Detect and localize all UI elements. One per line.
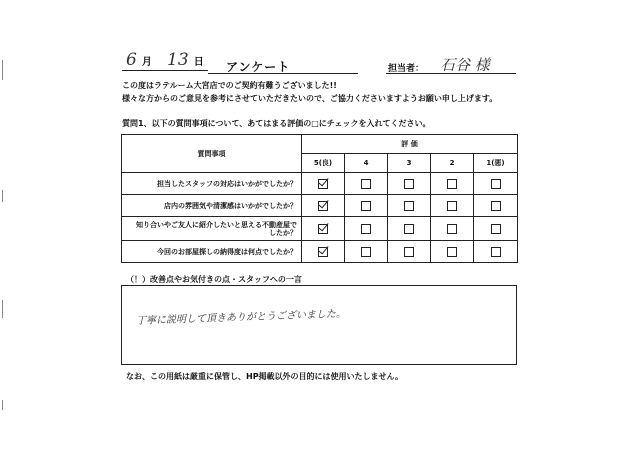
- scan-edge-mark: [2, 60, 3, 80]
- page-title: アンケート: [226, 60, 291, 74]
- table-row: [122, 217, 518, 241]
- checkbox[interactable]: [491, 201, 501, 211]
- checkbox[interactable]: [404, 201, 414, 211]
- date: [126, 50, 204, 70]
- comment-label: （！）改善点やお気付きの点・スタッフへの一言: [126, 275, 302, 284]
- table-row: [122, 173, 518, 195]
- checkbox[interactable]: [361, 224, 371, 234]
- rating-header-1: 1(悪): [474, 154, 518, 173]
- scan-edge-mark: [2, 400, 3, 410]
- checkbox-checked[interactable]: [318, 201, 328, 211]
- question-text-line-2: したか？: [269, 228, 297, 237]
- date-month-unit: 月: [141, 57, 152, 68]
- checkbox[interactable]: [491, 247, 501, 257]
- rating-header-4: 4: [345, 154, 388, 173]
- table-row: [122, 241, 518, 263]
- checkbox[interactable]: [361, 201, 371, 211]
- checkbox[interactable]: [361, 179, 371, 189]
- question-text: [122, 217, 302, 241]
- rating-header-5: 5(良): [302, 154, 345, 173]
- question-text-line-1: 知り合いやご友人に紹介したいと思える不動産屋で: [136, 220, 297, 229]
- col-header-item: 質問事項: [122, 135, 302, 173]
- checkbox-checked[interactable]: [318, 179, 328, 189]
- scan-edge-mark: [2, 190, 3, 202]
- checkbox-checked[interactable]: [318, 247, 328, 257]
- survey-table: [121, 134, 518, 263]
- rating-header-2: 2: [431, 154, 474, 173]
- intro-text: [122, 79, 497, 105]
- question-text: 今回のお部屋探しの納得度は何点でしたか？: [122, 241, 302, 263]
- checkbox-checked[interactable]: [318, 224, 328, 234]
- checkbox[interactable]: [447, 247, 457, 257]
- question-text: 店内の雰囲気や清潔感はいかがでしたか？: [122, 195, 302, 217]
- question1-label: 質問1、以下の質問事項について、あてはまる評価の□にチェックを入れてください。: [122, 119, 431, 128]
- intro-line-2: 様々な方からのご意見を参考にさせていただきたいので、ご協力くださいますようお願い申し上げます。: [122, 94, 498, 103]
- checkbox[interactable]: [447, 201, 457, 211]
- comment-text: 丁寧に説明して頂きありがとうございました。: [135, 308, 347, 327]
- col-header-rating: 評 価: [302, 135, 518, 154]
- checkbox[interactable]: [447, 179, 457, 189]
- date-month: 6: [126, 50, 137, 70]
- footer-note: なお、この用紙は厳重に保管し、HP掲載以外の目的には使用いたしません。: [126, 372, 404, 381]
- comment-box[interactable]: [121, 285, 517, 365]
- rating-header-3: 3: [388, 154, 431, 173]
- checkbox[interactable]: [404, 247, 414, 257]
- staff-name: 石谷 様: [440, 56, 490, 74]
- date-underline: [122, 70, 208, 71]
- title-underline: [208, 73, 358, 74]
- checkbox[interactable]: [491, 179, 501, 189]
- checkbox[interactable]: [361, 247, 371, 257]
- checkbox[interactable]: [404, 224, 414, 234]
- checkbox[interactable]: [491, 224, 501, 234]
- intro-line-1: この度はラテルーム大宮店でのご契約有難うございました!!: [122, 81, 337, 90]
- staff-label: 担当者：: [388, 64, 425, 74]
- table-row: [122, 195, 518, 217]
- date-day-unit: 日: [193, 57, 204, 68]
- date-day: 13: [167, 50, 189, 70]
- checkbox[interactable]: [404, 179, 414, 189]
- checkbox[interactable]: [447, 224, 457, 234]
- scan-edge-mark: [2, 300, 3, 318]
- question-text: 担当したスタッフの対応はいかがでしたか？: [122, 173, 302, 195]
- staff-underline: [386, 73, 516, 74]
